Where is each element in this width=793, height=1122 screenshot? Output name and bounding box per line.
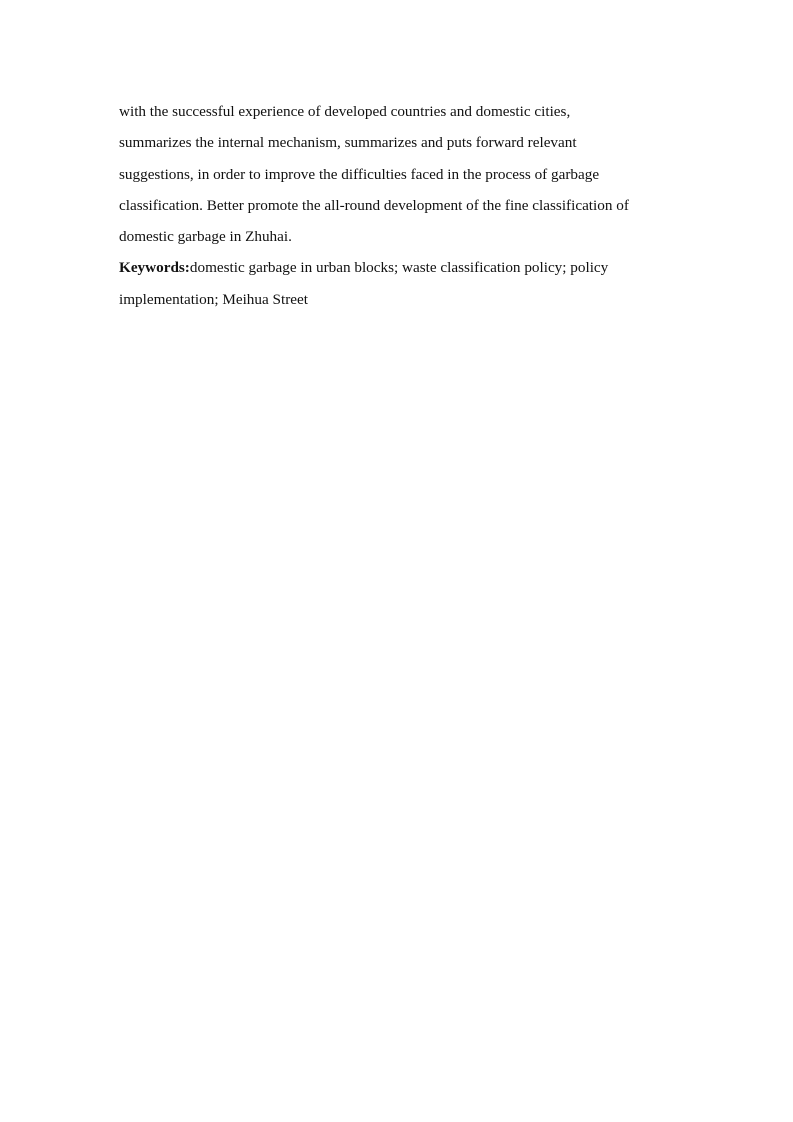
keywords-line-continued: implementation; Meihua Street — [119, 290, 308, 308]
keywords-line — [119, 255, 679, 286]
abstract-text-block — [119, 99, 679, 318]
keywords-text: domestic garbage in urban blocks; waste classification policy; policy — [189, 259, 609, 277]
abstract-line: domestic garbage in Zhuhai. — [119, 228, 292, 246]
abstract-line: suggestions, in order to improve the difficulties faced in the process of garbage — [119, 165, 600, 183]
abstract-line: classification. Better promote the all-round development of the fine classification of — [119, 196, 629, 214]
abstract-line: summarizes the internal mechanism, summarizes and puts forward relevant — [119, 134, 577, 152]
abstract-line: with the successful experience of developed countries and domestic cities, — [119, 103, 571, 120]
keywords-label: Keywords: — [119, 259, 190, 277]
